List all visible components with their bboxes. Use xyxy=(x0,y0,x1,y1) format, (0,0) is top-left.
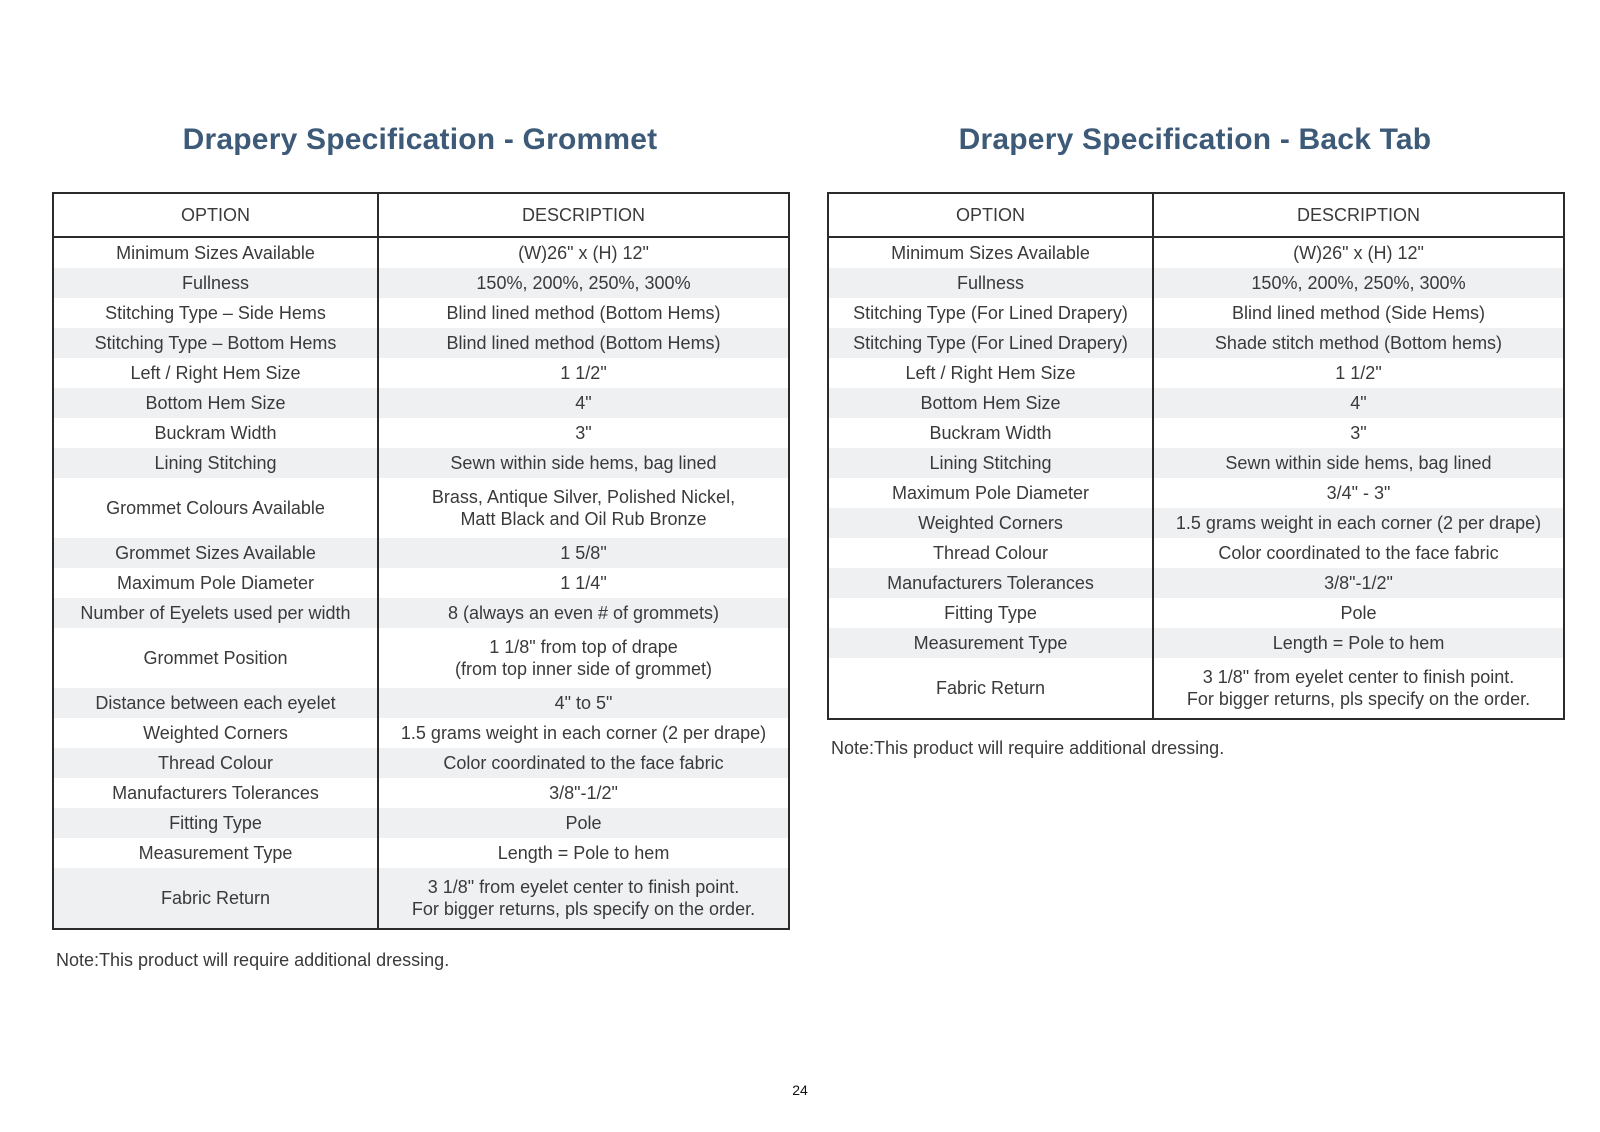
option-cell: Stitching Type – Side Hems xyxy=(53,298,378,328)
table-header-row xyxy=(53,193,789,237)
description-cell: 3" xyxy=(575,423,592,443)
table-row xyxy=(53,358,789,388)
description-cell: 4" to 5" xyxy=(378,688,789,718)
description-cell: Pole xyxy=(378,808,789,838)
description-cell: 3/8"-1/2" xyxy=(549,783,618,803)
table-row xyxy=(828,568,1564,598)
description-cell: 1 1/8" from top of drape (from top inner side of grommet) xyxy=(454,637,713,679)
table-row xyxy=(53,298,789,328)
option-column-header: OPTION xyxy=(53,193,378,237)
table-row xyxy=(53,328,789,358)
description-cell: Sewn within side hems, bag lined xyxy=(378,448,789,478)
description-cell: 4" xyxy=(1153,388,1564,418)
description-cell: 1 1/2" xyxy=(1335,363,1382,383)
description-cell: 1 1/4" xyxy=(560,573,607,593)
description-cell: 4" xyxy=(378,388,789,418)
option-cell: Buckram Width xyxy=(828,418,1153,448)
table-row xyxy=(53,868,789,929)
table-row xyxy=(828,598,1564,628)
table-row xyxy=(53,808,789,838)
table-row xyxy=(53,688,789,718)
back-tab-spec-table xyxy=(827,192,1565,720)
option-cell: Bottom Hem Size xyxy=(53,388,378,418)
description-cell: Blind lined method (Bottom Hems) xyxy=(446,303,721,323)
option-cell: Thread Colour xyxy=(828,538,1153,568)
description-cell: Color coordinated to the face fabric xyxy=(378,748,789,778)
table-row xyxy=(828,478,1564,508)
table-row xyxy=(828,358,1564,388)
table-row xyxy=(53,628,789,688)
table-row xyxy=(828,628,1564,658)
table-row xyxy=(828,298,1564,328)
table-row xyxy=(828,388,1564,418)
description-cell: (W)26" x (H) 12" xyxy=(518,243,649,263)
option-cell: Weighted Corners xyxy=(828,508,1153,538)
option-cell: Stitching Type – Bottom Hems xyxy=(53,328,378,358)
table-row xyxy=(828,448,1564,478)
option-cell: Manufacturers Tolerances xyxy=(828,568,1153,598)
table-row xyxy=(53,718,789,748)
option-cell: Grommet Position xyxy=(53,628,378,688)
description-cell: 8 (always an even # of grommets) xyxy=(378,598,789,628)
table-header-row xyxy=(828,193,1564,237)
option-cell: Fullness xyxy=(828,268,1153,298)
description-cell: Length = Pole to hem xyxy=(497,843,670,863)
description-cell: 1 5/8" xyxy=(378,538,789,568)
table-row xyxy=(828,538,1564,568)
description-column-header: DESCRIPTION xyxy=(378,193,789,237)
description-cell: Blind lined method (Side Hems) xyxy=(1231,303,1486,323)
description-cell: Length = Pole to hem xyxy=(1153,628,1564,658)
description-cell: Brass, Antique Silver, Polished Nickel, Matt Black and Oil Rub Bronze xyxy=(431,487,736,529)
grommet-note: Note:This product will require additional dressing. xyxy=(56,950,450,970)
option-cell: Grommet Colours Available xyxy=(53,478,378,538)
description-cell: Color coordinated to the face fabric xyxy=(1218,543,1499,563)
option-cell: Measurement Type xyxy=(828,628,1153,658)
option-cell: Number of Eyelets used per width xyxy=(53,598,378,628)
option-cell: Maximum Pole Diameter xyxy=(828,478,1153,508)
description-cell: Pole xyxy=(1340,603,1377,623)
description-cell: (W)26" x (H) 12" xyxy=(1293,243,1424,263)
option-cell: Weighted Corners xyxy=(53,718,378,748)
description-cell: 1.5 grams weight in each corner (2 per drape) xyxy=(1153,508,1564,538)
option-cell: Minimum Sizes Available xyxy=(53,237,378,268)
table-row xyxy=(828,328,1564,358)
option-cell: Fitting Type xyxy=(53,808,378,838)
description-cell: 3 1/8" from eyelet center to finish point. For bigger returns, pls specify on the order. xyxy=(1186,667,1531,709)
table-row xyxy=(53,237,789,268)
option-cell: Fabric Return xyxy=(53,868,378,929)
description-cell: 3 1/8" from eyelet center to finish point. For bigger returns, pls specify on the order. xyxy=(378,868,789,929)
description-cell: 1.5 grams weight in each corner (2 per drape) xyxy=(400,723,767,743)
description-cell: 150%, 200%, 250%, 300% xyxy=(378,268,789,298)
option-cell: Lining Stitching xyxy=(53,448,378,478)
option-cell: Minimum Sizes Available xyxy=(828,237,1153,268)
description-cell: Shade stitch method (Bottom hems) xyxy=(1153,328,1564,358)
option-cell: Stitching Type (For Lined Drapery) xyxy=(828,298,1153,328)
table-row xyxy=(53,598,789,628)
table-row xyxy=(53,778,789,808)
description-cell: 150%, 200%, 250%, 300% xyxy=(1153,268,1564,298)
table-row xyxy=(53,268,789,298)
option-cell: Measurement Type xyxy=(53,838,378,868)
table-row xyxy=(53,748,789,778)
option-cell: Grommet Sizes Available xyxy=(53,538,378,568)
table-row xyxy=(53,478,789,538)
description-cell: 3/8"-1/2" xyxy=(1153,568,1564,598)
table-row xyxy=(828,268,1564,298)
option-cell: Lining Stitching xyxy=(828,448,1153,478)
option-cell: Thread Colour xyxy=(53,748,378,778)
option-cell: Fitting Type xyxy=(828,598,1153,628)
option-cell: Bottom Hem Size xyxy=(828,388,1153,418)
table-row xyxy=(53,838,789,868)
back-tab-note: Note:This product will require additional dressing. xyxy=(831,738,1225,758)
option-cell: Fabric Return xyxy=(828,658,1153,719)
option-column-header: OPTION xyxy=(828,193,1153,237)
table-row xyxy=(53,418,789,448)
table-row xyxy=(828,418,1564,448)
description-cell: Sewn within side hems, bag lined xyxy=(1153,448,1564,478)
grommet-spec-table xyxy=(52,192,790,930)
table-row xyxy=(828,658,1564,719)
description-cell: 3/4" - 3" xyxy=(1326,483,1391,503)
option-cell: Left / Right Hem Size xyxy=(828,358,1153,388)
back-tab-spec-title: Drapery Specification - Back Tab xyxy=(958,123,1432,156)
description-cell: 1 1/2" xyxy=(560,363,607,383)
table-row xyxy=(53,568,789,598)
grommet-spec-title: Drapery Specification - Grommet xyxy=(182,123,658,156)
option-cell: Maximum Pole Diameter xyxy=(53,568,378,598)
description-column-header: DESCRIPTION xyxy=(1153,193,1564,237)
description-cell: Blind lined method (Bottom Hems) xyxy=(378,328,789,358)
table-row xyxy=(53,538,789,568)
option-cell: Distance between each eyelet xyxy=(53,688,378,718)
option-cell: Stitching Type (For Lined Drapery) xyxy=(828,328,1153,358)
option-cell: Manufacturers Tolerances xyxy=(53,778,378,808)
table-row xyxy=(828,508,1564,538)
description-cell: 3" xyxy=(1350,423,1367,443)
option-cell: Buckram Width xyxy=(53,418,378,448)
table-row xyxy=(828,237,1564,268)
table-row xyxy=(53,448,789,478)
option-cell: Left / Right Hem Size xyxy=(53,358,378,388)
option-cell: Fullness xyxy=(53,268,378,298)
table-row xyxy=(53,388,789,418)
page-number: 24 xyxy=(792,1082,808,1098)
